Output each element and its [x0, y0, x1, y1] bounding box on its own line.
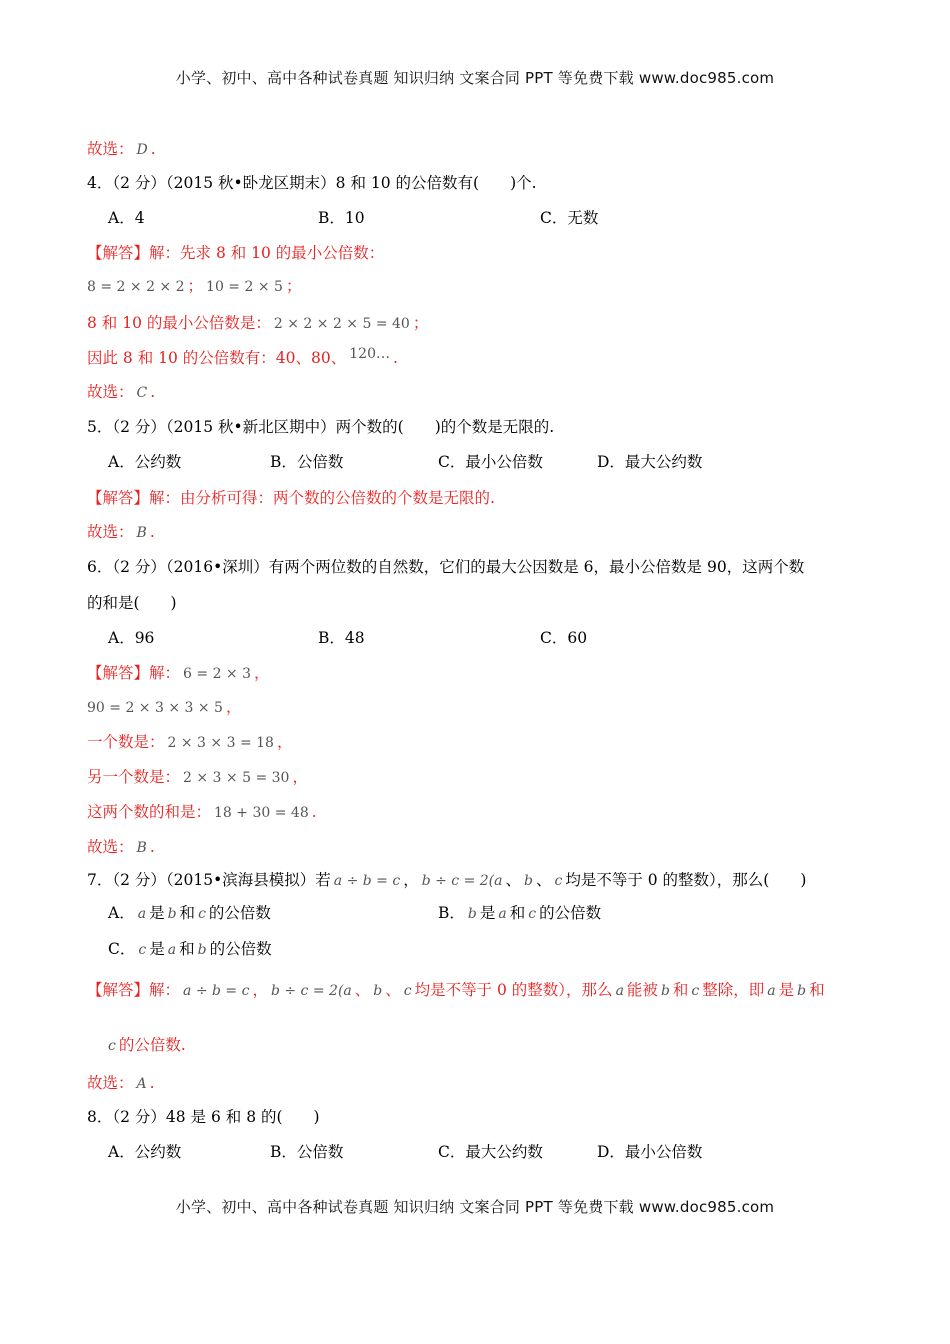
math-variable: b: [524, 873, 533, 889]
math-variable: c: [554, 873, 563, 889]
q3-answer-line: [87, 139, 156, 160]
math-expression: 10 = 2 × 5: [206, 279, 283, 295]
q4-answer-line: [87, 382, 155, 403]
math-expression: 8 = 2 × 2 × 2: [87, 279, 185, 295]
q5-stem: [87, 417, 554, 437]
q6-solution-line1: [87, 663, 270, 684]
answer-letter: D: [136, 142, 148, 158]
solution-text: 能被: [626, 981, 658, 999]
separator: ，: [403, 871, 419, 889]
math-expression: 18 + 30 = 48: [214, 805, 309, 821]
math-expression: 2 × 3 × 5 = 30: [183, 770, 290, 786]
question-number: 7．: [87, 871, 113, 889]
option-text: 的公倍数: [209, 940, 272, 958]
separator: ，: [225, 698, 242, 716]
period: .: [150, 140, 156, 158]
math-expression: b ÷ c = 2(a: [270, 983, 352, 999]
math-variable: b: [373, 983, 383, 999]
solution-label: 【解答】: [87, 489, 150, 507]
solution-label: 【解答】: [87, 244, 150, 262]
q6-option-a: A．96: [108, 629, 155, 647]
question-number: 5．: [87, 418, 113, 436]
period: .: [149, 523, 155, 541]
answer-prefix: 故选：: [87, 523, 134, 541]
solution-text: 整除，即: [702, 981, 765, 999]
q5-option-d: D．最大公约数: [597, 453, 703, 471]
solution-text: 和: [672, 981, 689, 999]
q7-solution-line1: [87, 980, 825, 1001]
solution-text: 这两个数的和是：: [87, 803, 212, 821]
solution-text: 因此 8 和 10 的公倍数有：40、80、: [87, 349, 347, 367]
math-variable: b: [660, 983, 670, 999]
separator: 、: [505, 871, 521, 889]
separator: ，: [254, 664, 270, 682]
q5-option-c: C．最小公倍数: [438, 453, 543, 471]
option-text: 的公倍数: [208, 904, 271, 922]
q4-solution-line4: [87, 348, 398, 369]
answer-prefix: 故选：: [87, 140, 134, 158]
math-variable: a: [767, 983, 776, 999]
q8-stem: [87, 1107, 320, 1127]
q7-option-a: [108, 903, 271, 924]
page-footer: 小学、初中、高中各种试卷真题 知识归纳 文案合同 PPT 等免费下载 www.doc985.com: [175, 1198, 775, 1216]
page-header: 小学、初中、高中各种试卷真题 知识归纳 文案合同 PPT 等免费下载 www.doc985.com: [175, 69, 775, 87]
period: .: [150, 383, 156, 401]
option-text: 是: [149, 904, 165, 922]
q7-solution-line2: [108, 1035, 186, 1056]
math-variable: c: [691, 983, 700, 999]
separator: ，: [252, 981, 268, 999]
answer-prefix: 故选：: [87, 838, 134, 856]
q4-option-c: C．无数: [540, 209, 599, 227]
math-variable: b: [797, 983, 807, 999]
solution-text: 8 和 10 的最小公倍数是：: [87, 314, 271, 332]
option-text: 和: [509, 904, 526, 922]
question-number: 6．: [87, 558, 113, 576]
math-variable: b: [467, 906, 477, 922]
answer-prefix: 故选：: [87, 383, 134, 401]
math-variable: b: [197, 942, 207, 958]
math-variable: b: [167, 906, 177, 922]
period: .: [149, 1074, 155, 1092]
separator: ，: [276, 733, 293, 751]
answer-letter: B: [136, 840, 147, 856]
q5-option-b: B．公倍数: [270, 453, 344, 471]
q4-solution-line3: [87, 313, 428, 334]
option-letter: A．: [108, 904, 135, 922]
q8-option-b: B．公倍数: [270, 1143, 344, 1161]
q4-solution-line2: [87, 276, 301, 297]
separator: ；: [187, 277, 204, 295]
q7-stem: [87, 870, 806, 891]
separator: ，: [292, 768, 308, 786]
q6-solution-line5: [87, 802, 317, 823]
question-number: 4．: [87, 174, 113, 192]
q6-stem: [87, 557, 804, 577]
q6-option-b: B．48: [318, 629, 365, 647]
solution-text: 另一个数是：: [87, 768, 181, 786]
q4-option-b: B．10: [318, 209, 365, 227]
option-letter: B．: [438, 904, 465, 922]
question-text: （2 分）（2015•滨海县模拟）若: [112, 871, 331, 889]
q6-stem-line2: 的和是( ): [87, 594, 177, 612]
period: .: [392, 349, 398, 367]
question-text: 均是不等于 0 的整数），那么( ): [565, 871, 807, 889]
q4-solution-line1: [87, 243, 384, 263]
q5-solution-line: [87, 488, 495, 508]
q6-solution-line4: [87, 767, 308, 788]
math-expression: b ÷ c = 2(a: [421, 873, 503, 889]
question-text: （2 分）（2016•深圳）有两个两位数的自然数，它们的最大公因数是 6，最小公倍数是 90，这两个数: [112, 558, 805, 576]
q6-solution-line3: [87, 732, 292, 753]
q6-option-c: C．60: [540, 629, 588, 647]
answer-letter: B: [136, 525, 147, 541]
option-text: 和: [179, 940, 195, 958]
q7-option-b: [438, 903, 601, 924]
solution-label: 【解答】: [87, 664, 150, 682]
answer-letter: A: [136, 1076, 147, 1092]
q5-answer-line: [87, 522, 155, 543]
q4-option-a: A．4: [108, 209, 145, 227]
math-expression: 6 = 2 × 3: [183, 666, 252, 682]
math-variable: a: [615, 983, 624, 999]
solution-text: 解：: [149, 981, 181, 999]
math-expression: a ÷ b = c: [333, 873, 401, 889]
period: .: [311, 803, 317, 821]
math-expression: 120…: [349, 346, 390, 362]
math-variable: a: [498, 906, 507, 922]
q6-answer-line: [87, 837, 155, 858]
math-variable: c: [198, 906, 206, 922]
q8-option-c: C．最大公约数: [438, 1143, 543, 1161]
q6-solution-line2: [87, 697, 241, 718]
math-variable: a: [167, 942, 177, 958]
solution-text: 解：先求 8 和 10 的最小公倍数：: [149, 244, 385, 262]
separator: 、: [385, 981, 401, 999]
math-expression: 2 × 2 × 2 × 5 = 40: [273, 316, 410, 332]
q8-option-d: D．最小公倍数: [597, 1143, 703, 1161]
separator: 、: [354, 981, 371, 999]
question-number: 8．: [87, 1108, 113, 1126]
separator: ；: [412, 314, 429, 332]
solution-text: 是: [778, 981, 795, 999]
solution-text: 解：: [149, 664, 181, 682]
q8-option-a: A．公约数: [108, 1143, 182, 1161]
option-text: 的公倍数: [539, 904, 602, 922]
solution-label: 【解答】: [87, 981, 150, 999]
answer-letter: C: [136, 385, 148, 401]
option-text: 和: [179, 904, 196, 922]
q7-option-c: [108, 939, 272, 960]
math-expression: 2 × 3 × 3 = 18: [167, 735, 274, 751]
math-variable: c: [108, 1038, 116, 1054]
option-letter: C．: [108, 940, 136, 958]
separator: 、: [535, 871, 552, 889]
math-variable: a: [137, 906, 147, 922]
period: .: [149, 838, 155, 856]
solution-text: 一个数是：: [87, 733, 165, 751]
math-expression: 90 = 2 × 3 × 3 × 5: [87, 700, 223, 716]
q5-option-a: A．公约数: [108, 453, 182, 471]
math-expression: a ÷ b = c: [183, 983, 250, 999]
question-text: （2 分）（2015 秋•卧龙区期末）8 和 10 的公倍数有( )个.: [112, 174, 537, 192]
separator: ；: [285, 277, 302, 295]
math-variable: c: [528, 906, 537, 922]
solution-text: 和: [809, 981, 825, 999]
math-variable: c: [138, 942, 147, 958]
option-text: 是: [149, 940, 165, 958]
q7-answer-line: [87, 1073, 155, 1094]
answer-prefix: 故选：: [87, 1074, 134, 1092]
solution-text: 均是不等于 0 的整数），那么: [414, 981, 613, 999]
question-text: （2 分）（2015 秋•新北区期中）两个数的( )的个数是无限的.: [112, 418, 555, 436]
solution-text: 解：由分析可得：两个数的公倍数的个数是无限的.: [149, 489, 495, 507]
question-text: （2 分）48 是 6 和 8 的( ): [112, 1108, 320, 1126]
solution-text: 的公倍数.: [118, 1036, 186, 1054]
option-text: 是: [479, 904, 496, 922]
math-variable: c: [403, 983, 412, 999]
q4-stem: [87, 173, 537, 193]
